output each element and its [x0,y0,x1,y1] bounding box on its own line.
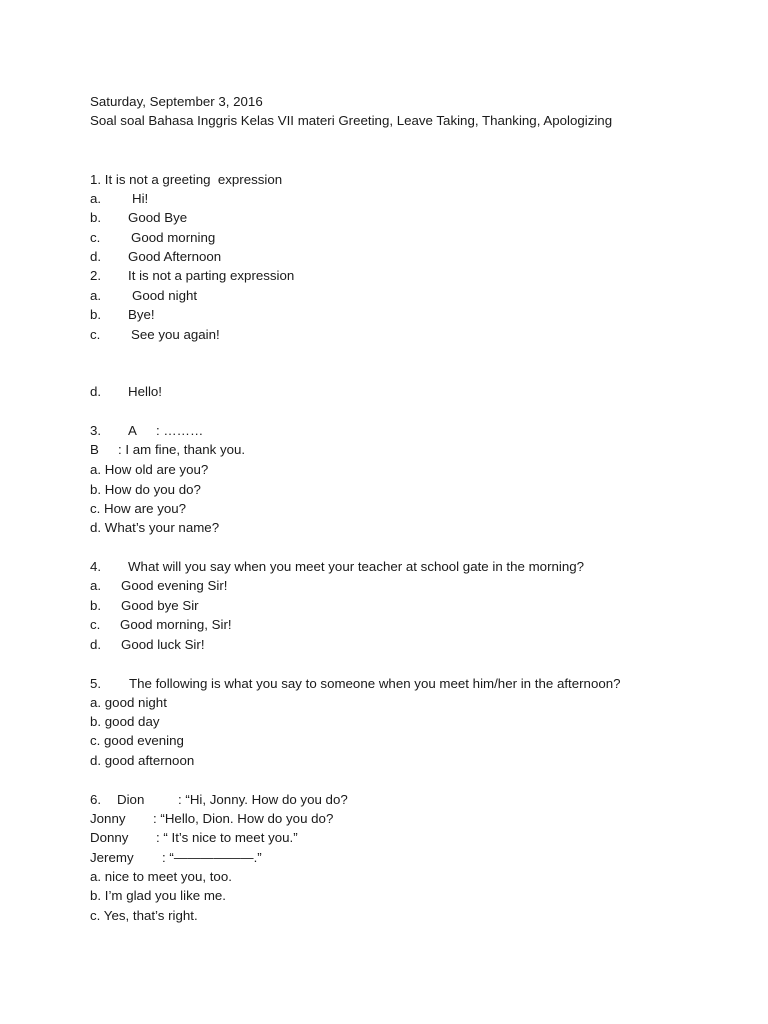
q2-option-a-text: Good night [132,288,198,303]
q4-option-b-text: Good bye Sir [121,598,199,613]
q3-option-a: a. How old are you? [90,462,209,477]
q3-option-c: c. How are you? [90,501,187,516]
q4-option-b-letter: b. [90,598,102,613]
q4-question: What will you say when you meet your teacher at school gate in the morning? [128,559,585,574]
q6-line-4: : “——————.” [162,850,262,865]
q4-option-a-letter: a. [90,578,102,593]
q6-option-b: b. I’m glad you like me. [90,888,226,903]
q1-option-a-letter: a. [90,191,102,206]
q2-option-b-text: Bye! [128,307,155,322]
q5-question: The following is what you say to someone when you meet him/her in the afternoon? [129,676,621,691]
q1-option-a-text: Hi! [132,191,149,206]
q2-option-c-letter: c. [90,327,101,342]
q3-speaker-a: A [128,423,137,438]
q6-line-1: : “Hi, Jonny. How do you do? [178,792,348,807]
q1-option-b-text: Good Bye [128,210,188,225]
q1-option-d-text: Good Afternoon [128,249,222,264]
q1-question: 1. It is not a greeting expression [90,172,283,187]
q2-question: It is not a parting expression [128,268,295,283]
q6-line-2: : “Hello, Dion. How do you do? [153,811,334,826]
q3-speaker-b: B [90,442,99,457]
q4-option-c-letter: c. [90,617,101,632]
q6-speaker-3: Donny [90,830,129,845]
q6-option-a: a. nice to meet you, too. [90,869,232,884]
q5-option-c: c. good evening [90,733,184,748]
q5-option-a: a. good night [90,695,167,710]
q2-number: 2. [90,268,102,283]
q2-option-b-letter: b. [90,307,102,322]
q6-speaker-2: Jonny [90,811,126,826]
q4-option-c-text: Good morning, Sir! [120,617,232,632]
q2-option-c-text: See you again! [131,327,220,342]
q1-option-b-letter: b. [90,210,102,225]
q6-speaker-4: Jeremy [90,850,134,865]
q2-option-d-text: Hello! [128,384,162,399]
document-title: Soal soal Bahasa Inggris Kelas VII materi Greeting, Leave Taking, Thanking, Apologizing [90,113,613,128]
q1-option-c-text: Good morning [131,230,216,245]
q3-line-a: : ……… [156,423,204,438]
q2-option-d-letter: d. [90,384,102,399]
q4-option-a-text: Good evening Sir! [121,578,228,593]
q2-option-a-letter: a. [90,288,102,303]
q4-option-d-text: Good luck Sir! [121,637,205,652]
q5-option-b: b. good day [90,714,160,729]
q5-number: 5. [90,676,102,691]
q4-number: 4. [90,559,102,574]
q3-line-b: : I am fine, thank you. [118,442,246,457]
q6-speaker-1: Dion [117,792,145,807]
q1-option-d-letter: d. [90,249,102,264]
q3-option-d: d. What’s your name? [90,520,220,535]
q4-option-d-letter: d. [90,637,102,652]
q3-option-b: b. How do you do? [90,482,201,497]
q1-option-c-letter: c. [90,230,101,245]
q3-number: 3. [90,423,102,438]
q6-number: 6. [90,792,102,807]
document-date: Saturday, September 3, 2016 [90,94,263,109]
q6-option-c: c. Yes, that’s right. [90,908,198,923]
q6-line-3: : “ It’s nice to meet you.” [156,830,298,845]
q5-option-d: d. good afternoon [90,753,195,768]
